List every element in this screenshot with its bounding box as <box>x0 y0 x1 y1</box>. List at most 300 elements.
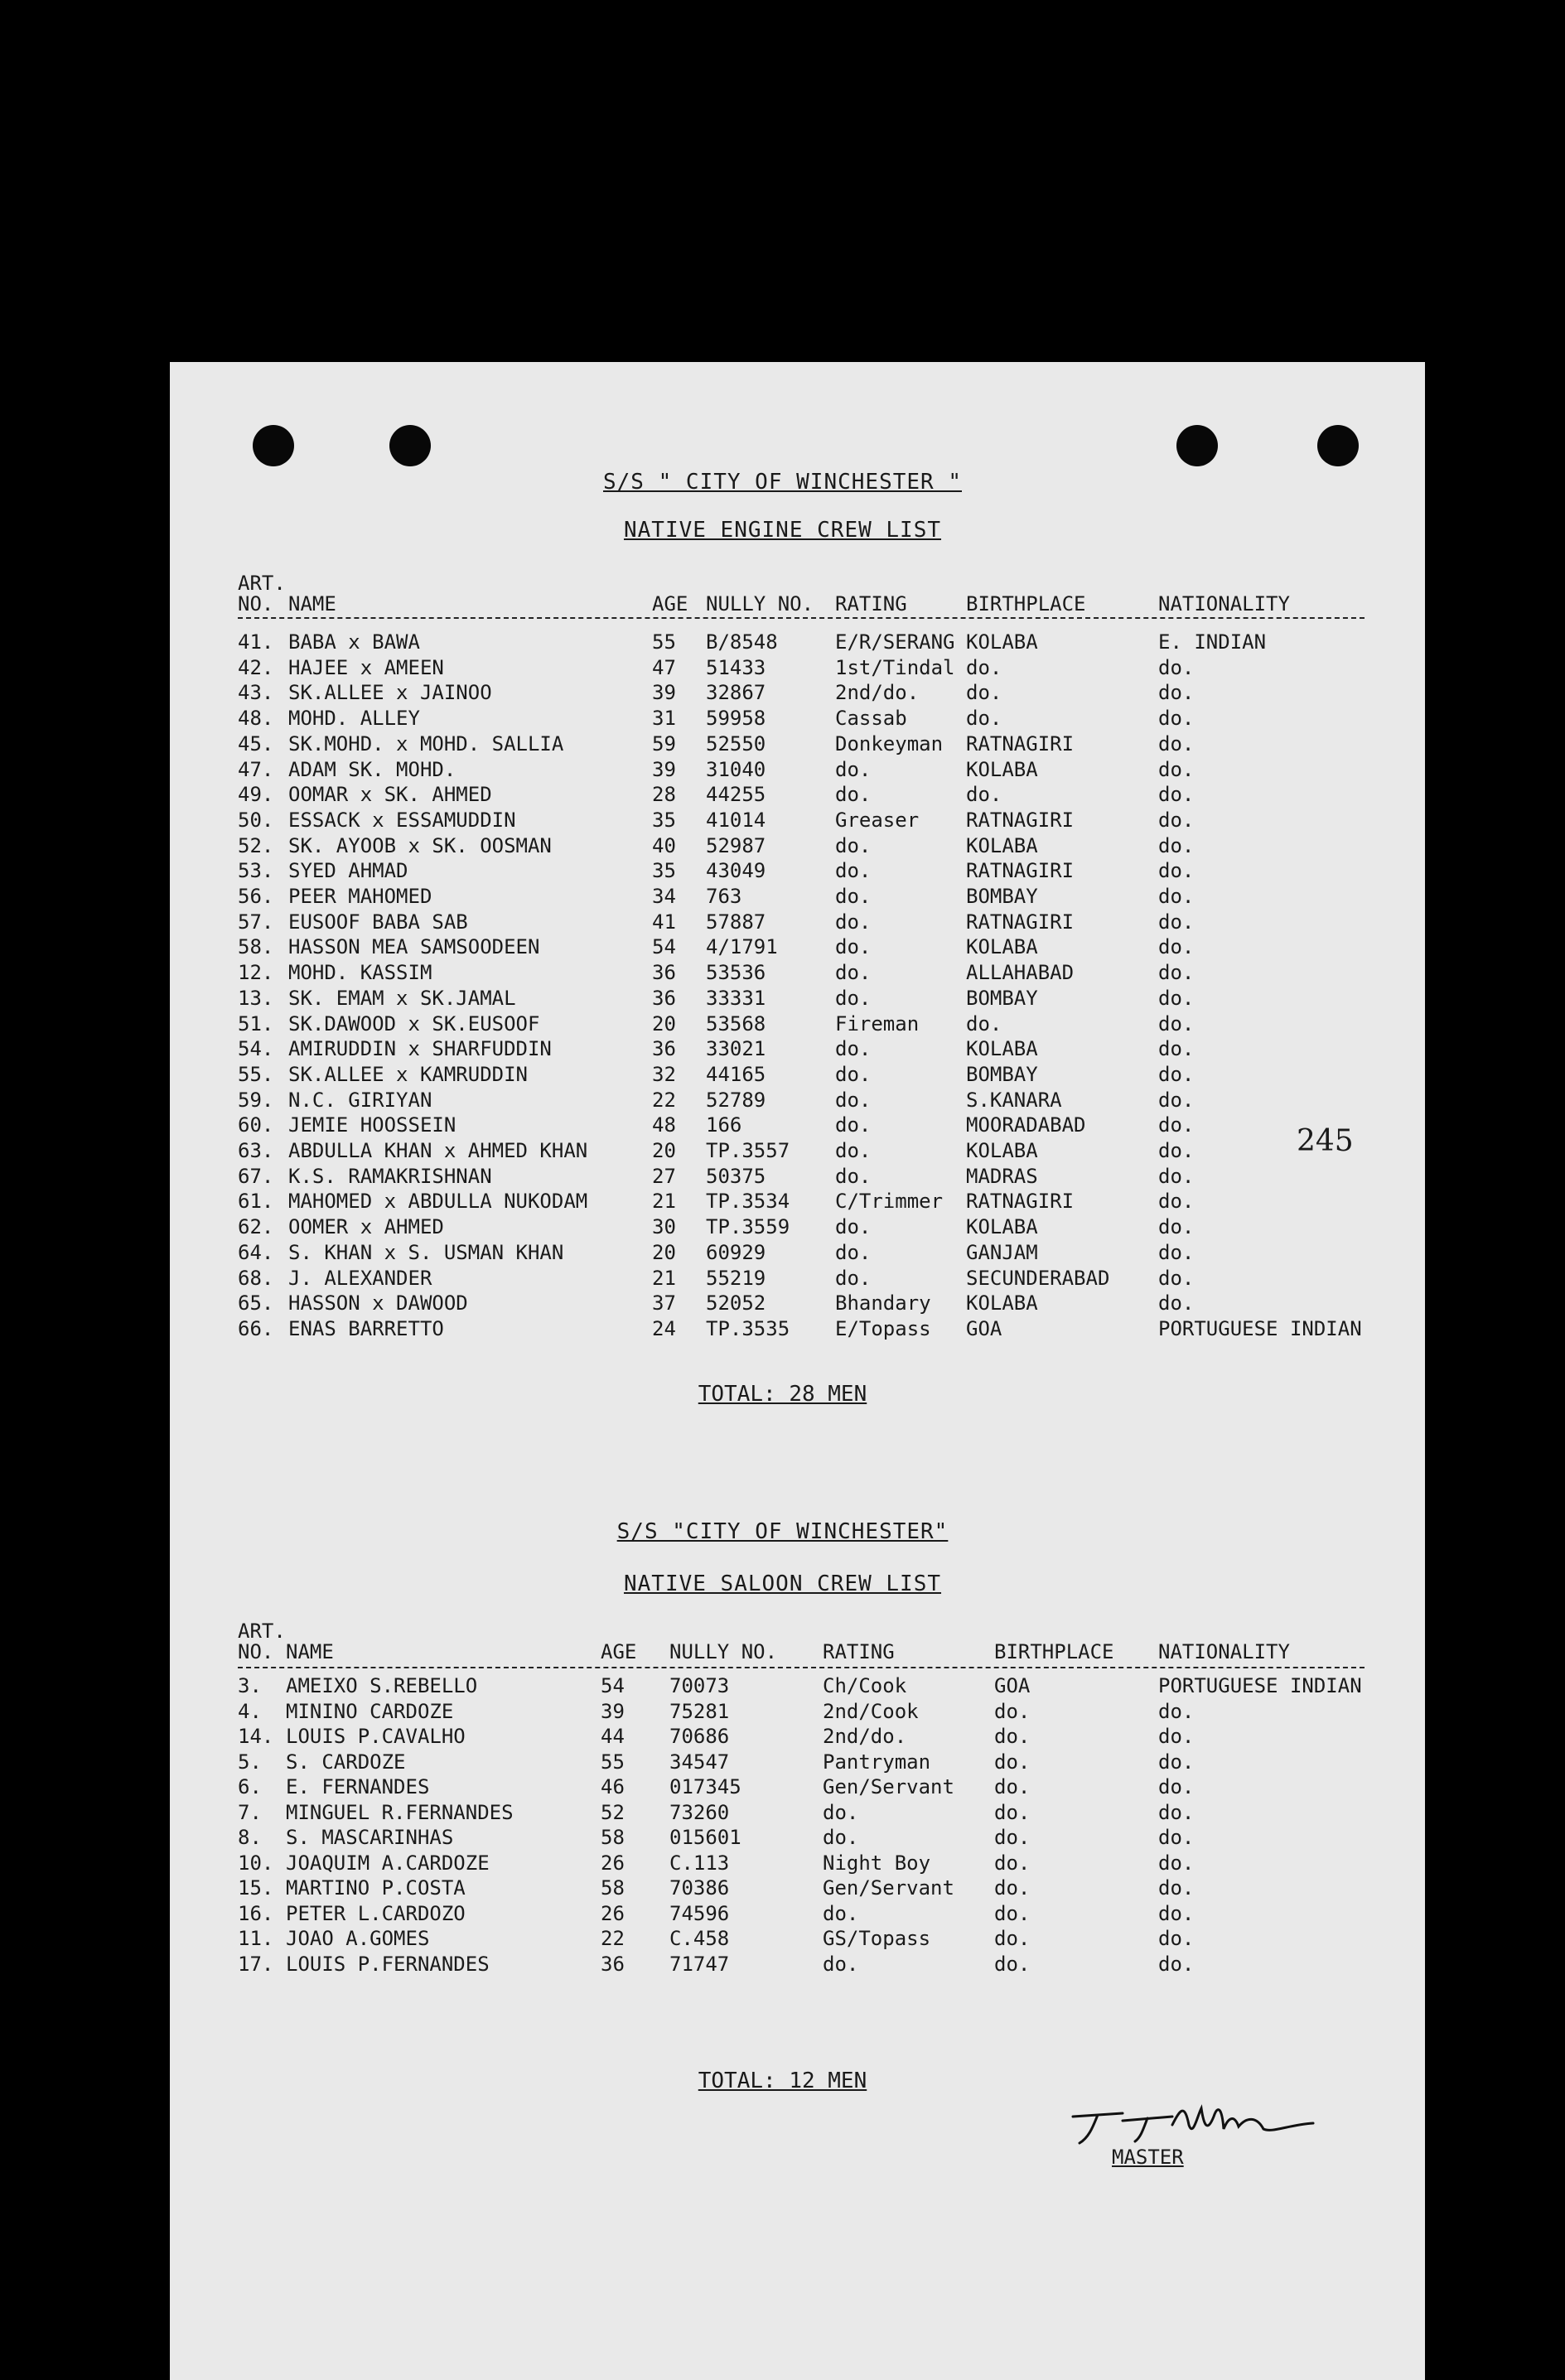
cell-name: J. ALEXANDER <box>288 1266 432 1290</box>
cell-birthplace: do. <box>966 655 1002 679</box>
engine-total: TOTAL: 28 MEN <box>698 1382 867 1407</box>
cell-rating: do. <box>835 833 872 857</box>
cell-no: 61. <box>238 1190 274 1214</box>
cell-age: 32 <box>652 1062 676 1086</box>
cell-nully: 75281 <box>669 1699 730 1723</box>
cell-rating: Greaser <box>835 808 920 832</box>
cell-rating: do. <box>835 859 872 883</box>
engine-header-nully: NULLY NO. <box>706 592 814 616</box>
cell-nationality: E. INDIAN <box>1158 630 1267 654</box>
cell-name: K.S. RAMAKRISHNAN <box>288 1164 492 1188</box>
cell-age: 39 <box>652 757 676 781</box>
saloon-total: TOTAL: 12 MEN <box>698 2069 867 2093</box>
cell-name: OOMAR x SK. AHMED <box>288 783 492 807</box>
cell-no: 54. <box>238 1037 274 1061</box>
cell-nationality: do. <box>1158 1901 1195 1925</box>
cell-rating: do. <box>835 1215 872 1239</box>
cell-birthplace: S.KANARA <box>966 1088 1062 1112</box>
cell-age: 20 <box>652 1240 676 1264</box>
cell-name: SK.DAWOOD x SK.EUSOOF <box>288 1011 540 1036</box>
cell-no: 6. <box>238 1775 262 1798</box>
cell-birthplace: do. <box>994 1725 1031 1748</box>
engine-header-rating: RATING <box>835 592 907 616</box>
engine-ship-title: S/S " CITY OF WINCHESTER " <box>603 470 962 495</box>
cell-nationality: do. <box>1158 1113 1195 1137</box>
cell-name: SK.ALLEE x KAMRUDDIN <box>288 1062 528 1086</box>
cell-nully: 53536 <box>706 961 766 985</box>
cell-rating: C/Trimmer <box>835 1190 944 1214</box>
cell-rating: Gen/Servant <box>823 1775 954 1798</box>
cell-nully: 52789 <box>706 1088 766 1112</box>
cell-name: E. FERNANDES <box>286 1775 430 1798</box>
cell-no: 55. <box>238 1062 274 1086</box>
cell-age: 36 <box>652 986 676 1010</box>
cell-no: 4. <box>238 1699 262 1723</box>
cell-nully: 71747 <box>669 1952 730 1976</box>
cell-name: ENAS BARRETTO <box>288 1316 444 1340</box>
cell-nationality: PORTUGUESE INDIAN <box>1158 1316 1362 1340</box>
saloon-header-birthplace: BIRTHPLACE <box>994 1640 1114 1663</box>
cell-name: SK. EMAM x SK.JAMAL <box>288 986 516 1010</box>
cell-name: AMEIXO S.REBELLO <box>286 1674 478 1697</box>
cell-nully: 70686 <box>669 1725 730 1748</box>
cell-no: 50. <box>238 808 274 832</box>
saloon-ship-title: S/S "CITY OF WINCHESTER" <box>616 1519 949 1544</box>
cell-no: 45. <box>238 731 274 756</box>
cell-nationality: do. <box>1158 707 1195 731</box>
cell-nully: 41014 <box>706 808 766 832</box>
cell-nully: 53568 <box>706 1011 766 1036</box>
cell-birthplace: KOLABA <box>966 757 1038 781</box>
cell-no: 14. <box>238 1725 274 1748</box>
cell-nationality: do. <box>1158 1164 1195 1188</box>
cell-no: 43. <box>238 681 274 705</box>
cell-name: MARTINO P.COSTA <box>286 1876 466 1900</box>
cell-rating: do. <box>835 1164 872 1188</box>
cell-no: 64. <box>238 1240 274 1264</box>
cell-nully: TP.3559 <box>706 1215 790 1239</box>
cell-no: 60. <box>238 1113 274 1137</box>
cell-nully: C.458 <box>669 1927 730 1950</box>
cell-age: 20 <box>652 1011 676 1036</box>
cell-nationality: do. <box>1158 731 1195 756</box>
cell-nationality: do. <box>1158 1037 1195 1061</box>
cell-name: JOAQUIM A.CARDOZE <box>286 1851 490 1875</box>
cell-nationality: do. <box>1158 1291 1195 1316</box>
cell-nationality: do. <box>1158 757 1195 781</box>
cell-no: 56. <box>238 885 274 908</box>
cell-age: 22 <box>601 1927 625 1950</box>
page-number: 245 <box>1297 1124 1354 1158</box>
cell-rating: do. <box>835 961 872 985</box>
cell-nully: 60929 <box>706 1240 766 1264</box>
cell-birthplace: do. <box>994 1927 1031 1950</box>
cell-no: 17. <box>238 1952 274 1976</box>
cell-nully: 70073 <box>669 1674 730 1697</box>
cell-nationality: do. <box>1158 1851 1195 1875</box>
cell-nationality: do. <box>1158 885 1195 908</box>
cell-birthplace: KOLABA <box>966 1139 1038 1162</box>
cell-rating: Donkeyman <box>835 731 944 756</box>
cell-rating: do. <box>823 1826 859 1849</box>
cell-nully: 50375 <box>706 1164 766 1188</box>
cell-age: 46 <box>601 1775 625 1798</box>
cell-nationality: do. <box>1158 1775 1195 1798</box>
cell-name: SK. AYOOB x SK. OOSMAN <box>288 833 552 857</box>
cell-rating: do. <box>823 1952 859 1976</box>
cell-age: 54 <box>652 935 676 959</box>
cell-rating: do. <box>835 910 872 934</box>
cell-age: 36 <box>652 961 676 985</box>
cell-name: LOUIS P.CAVALHO <box>286 1725 466 1748</box>
cell-nationality: do. <box>1158 1800 1195 1824</box>
cell-birthplace: do. <box>994 1952 1031 1976</box>
cell-birthplace: do. <box>966 783 1002 807</box>
engine-header-birthplace: BIRTHPLACE <box>966 592 1086 616</box>
saloon-header-no: NO. <box>238 1640 274 1663</box>
cell-rating: do. <box>835 1266 872 1290</box>
cell-nationality: do. <box>1158 833 1195 857</box>
cell-nationality: do. <box>1158 859 1195 883</box>
cell-age: 36 <box>652 1037 676 1061</box>
cell-no: 49. <box>238 783 274 807</box>
cell-nationality: do. <box>1158 1927 1195 1950</box>
cell-nully: C.113 <box>669 1851 730 1875</box>
cell-age: 36 <box>601 1952 625 1976</box>
cell-age: 24 <box>652 1316 676 1340</box>
cell-nationality: do. <box>1158 935 1195 959</box>
cell-birthplace: do. <box>966 681 1002 705</box>
engine-header-no: NO. <box>238 592 274 616</box>
cell-name: JOAO A.GOMES <box>286 1927 430 1950</box>
cell-birthplace: do. <box>994 1876 1031 1900</box>
cell-birthplace: do. <box>966 707 1002 731</box>
cell-nationality: do. <box>1158 1240 1195 1264</box>
cell-name: MAHOMED x ABDULLA NUKODAM <box>288 1190 588 1214</box>
cell-nully: 763 <box>706 885 742 908</box>
saloon-art-label: ART. <box>238 1620 286 1643</box>
cell-no: 52. <box>238 833 274 857</box>
cell-nationality: do. <box>1158 783 1195 807</box>
cell-nationality: do. <box>1158 1826 1195 1849</box>
cell-age: 35 <box>652 859 676 883</box>
cell-age: 34 <box>652 885 676 908</box>
cell-nully: TP.3534 <box>706 1190 790 1214</box>
cell-no: 66. <box>238 1316 274 1340</box>
cell-name: JEMIE HOOSSEIN <box>288 1113 456 1137</box>
cell-age: 40 <box>652 833 676 857</box>
cell-rating: Fireman <box>835 1011 920 1036</box>
cell-age: 28 <box>652 783 676 807</box>
saloon-header-name: NAME <box>286 1640 334 1663</box>
cell-name: S. CARDOZE <box>286 1750 406 1774</box>
cell-age: 58 <box>601 1826 625 1849</box>
engine-header-rule <box>238 617 1365 619</box>
cell-age: 22 <box>652 1088 676 1112</box>
cell-rating: do. <box>835 1088 872 1112</box>
cell-nationality: do. <box>1158 986 1195 1010</box>
master-signature <box>1065 2092 1321 2150</box>
cell-nationality: do. <box>1158 1088 1195 1112</box>
cell-nationality: PORTUGUESE INDIAN <box>1158 1674 1362 1697</box>
cell-no: 11. <box>238 1927 274 1950</box>
cell-name: MININO CARDOZE <box>286 1699 454 1723</box>
cell-rating: do. <box>835 757 872 781</box>
cell-nationality: do. <box>1158 1750 1195 1774</box>
cell-name: LOUIS P.FERNANDES <box>286 1952 490 1976</box>
cell-rating: E/Topass <box>835 1316 931 1340</box>
cell-nully: 55219 <box>706 1266 766 1290</box>
cell-birthplace: do. <box>994 1750 1031 1774</box>
saloon-header-nully: NULLY NO. <box>669 1640 778 1663</box>
cell-age: 55 <box>601 1750 625 1774</box>
cell-birthplace: BOMBAY <box>966 885 1038 908</box>
cell-birthplace: KOLABA <box>966 1037 1038 1061</box>
cell-no: 12. <box>238 961 274 985</box>
cell-birthplace: RATNAGIRI <box>966 859 1075 883</box>
cell-nully: 51433 <box>706 655 766 679</box>
engine-list-title: NATIVE ENGINE CREW LIST <box>623 518 942 543</box>
cell-age: 58 <box>601 1876 625 1900</box>
cell-no: 63. <box>238 1139 274 1162</box>
cell-nationality: do. <box>1158 655 1195 679</box>
cell-no: 41. <box>238 630 274 654</box>
master-label: MASTER <box>1112 2146 1184 2169</box>
cell-rating: do. <box>835 783 872 807</box>
cell-name: HASSON MEA SAMSOODEEN <box>288 935 540 959</box>
cell-birthplace: do. <box>994 1901 1031 1925</box>
cell-age: 30 <box>652 1215 676 1239</box>
cell-no: 51. <box>238 1011 274 1036</box>
cell-birthplace: do. <box>994 1826 1031 1849</box>
cell-age: 21 <box>652 1266 676 1290</box>
cell-nationality: do. <box>1158 1062 1195 1086</box>
cell-age: 54 <box>601 1674 625 1697</box>
saloon-list-title: NATIVE SALOON CREW LIST <box>623 1571 942 1596</box>
cell-nully: 52987 <box>706 833 766 857</box>
cell-no: 67. <box>238 1164 274 1188</box>
cell-rating: 2nd/Cook <box>823 1699 919 1723</box>
cell-age: 20 <box>652 1139 676 1162</box>
cell-nully: 33021 <box>706 1037 766 1061</box>
cell-nully: 31040 <box>706 757 766 781</box>
cell-age: 39 <box>601 1699 625 1723</box>
cell-nully: 73260 <box>669 1800 730 1824</box>
punch-hole <box>389 425 431 466</box>
cell-age: 27 <box>652 1164 676 1188</box>
cell-nationality: do. <box>1158 1699 1195 1723</box>
cell-rating: do. <box>835 1062 872 1086</box>
cell-nully: 166 <box>706 1113 742 1137</box>
cell-nationality: do. <box>1158 1266 1195 1290</box>
cell-no: 47. <box>238 757 274 781</box>
cell-nully: 017345 <box>669 1775 741 1798</box>
cell-rating: Gen/Servant <box>823 1876 954 1900</box>
cell-no: 57. <box>238 910 274 934</box>
cell-name: S. MASCARINHAS <box>286 1826 454 1849</box>
cell-birthplace: KOLABA <box>966 833 1038 857</box>
cell-birthplace: do. <box>966 1011 1002 1036</box>
cell-rating: GS/Topass <box>823 1927 931 1950</box>
cell-name: S. KHAN x S. USMAN KHAN <box>288 1240 564 1264</box>
cell-nully: 70386 <box>669 1876 730 1900</box>
cell-name: AMIRUDDIN x SHARFUDDIN <box>288 1037 552 1061</box>
cell-nully: 52550 <box>706 731 766 756</box>
cell-birthplace: KOLABA <box>966 935 1038 959</box>
cell-age: 48 <box>652 1113 676 1137</box>
cell-rating: do. <box>835 986 872 1010</box>
punch-hole <box>1176 425 1218 466</box>
cell-rating: 2nd/do. <box>823 1725 907 1748</box>
cell-no: 5. <box>238 1750 262 1774</box>
cell-birthplace: MADRAS <box>966 1164 1038 1188</box>
cell-birthplace: KOLABA <box>966 1215 1038 1239</box>
cell-no: 7. <box>238 1800 262 1824</box>
cell-rating: Cassab <box>835 707 907 731</box>
cell-age: 47 <box>652 655 676 679</box>
engine-art-label: ART. <box>238 572 286 595</box>
cell-name: ABDULLA KHAN x AHMED KHAN <box>288 1139 588 1162</box>
cell-birthplace: do. <box>994 1851 1031 1875</box>
cell-birthplace: RATNAGIRI <box>966 1190 1075 1214</box>
cell-name: HAJEE x AMEEN <box>288 655 444 679</box>
cell-birthplace: do. <box>994 1699 1031 1723</box>
cell-nationality: do. <box>1158 1876 1195 1900</box>
cell-nationality: do. <box>1158 910 1195 934</box>
cell-age: 35 <box>652 808 676 832</box>
cell-age: 26 <box>601 1901 625 1925</box>
cell-name: MINGUEL R.FERNANDES <box>286 1800 514 1824</box>
cell-birthplace: GANJAM <box>966 1240 1038 1264</box>
cell-nationality: do. <box>1158 1952 1195 1976</box>
cell-nationality: do. <box>1158 808 1195 832</box>
cell-no: 42. <box>238 655 274 679</box>
cell-name: OOMER x AHMED <box>288 1215 444 1239</box>
engine-header-nationality: NATIONALITY <box>1158 592 1290 616</box>
cell-rating: Pantryman <box>823 1750 931 1774</box>
cell-rating: do. <box>823 1901 859 1925</box>
cell-age: 21 <box>652 1190 676 1214</box>
cell-name: SYED AHMAD <box>288 859 408 883</box>
cell-age: 31 <box>652 707 676 731</box>
cell-name: EUSOOF BABA SAB <box>288 910 468 934</box>
cell-nully: 44255 <box>706 783 766 807</box>
cell-birthplace: KOLABA <box>966 1291 1038 1316</box>
cell-name: ESSACK x ESSAMUDDIN <box>288 808 516 832</box>
cell-name: MOHD. KASSIM <box>288 961 432 985</box>
saloon-header-age: AGE <box>601 1640 637 1663</box>
cell-age: 55 <box>652 630 676 654</box>
cell-birthplace: SECUNDERABAD <box>966 1266 1110 1290</box>
cell-no: 68. <box>238 1266 274 1290</box>
cell-no: 10. <box>238 1851 274 1875</box>
cell-no: 62. <box>238 1215 274 1239</box>
cell-age: 26 <box>601 1851 625 1875</box>
saloon-header-rating: RATING <box>823 1640 895 1663</box>
cell-birthplace: RATNAGIRI <box>966 731 1075 756</box>
cell-nully: 015601 <box>669 1826 741 1849</box>
cell-nully: 44165 <box>706 1062 766 1086</box>
cell-age: 52 <box>601 1800 625 1824</box>
cell-birthplace: BOMBAY <box>966 986 1038 1010</box>
cell-no: 65. <box>238 1291 274 1316</box>
cell-nully: 33331 <box>706 986 766 1010</box>
cell-rating: Ch/Cook <box>823 1674 907 1697</box>
cell-birthplace: MOORADABAD <box>966 1113 1086 1137</box>
cell-nully: TP.3535 <box>706 1316 790 1340</box>
cell-birthplace: RATNAGIRI <box>966 808 1075 832</box>
cell-name: MOHD. ALLEY <box>288 707 420 731</box>
cell-name: HASSON x DAWOOD <box>288 1291 468 1316</box>
cell-no: 16. <box>238 1901 274 1925</box>
cell-nationality: do. <box>1158 1139 1195 1162</box>
saloon-header-rule <box>238 1667 1365 1668</box>
cell-age: 44 <box>601 1725 625 1748</box>
cell-no: 15. <box>238 1876 274 1900</box>
cell-rating: do. <box>835 885 872 908</box>
cell-nully: 57887 <box>706 910 766 934</box>
cell-age: 39 <box>652 681 676 705</box>
cell-nully: 32867 <box>706 681 766 705</box>
cell-nationality: do. <box>1158 1011 1195 1036</box>
cell-nully: B/8548 <box>706 630 778 654</box>
cell-rating: do. <box>835 1240 872 1264</box>
cell-rating: E/R/SERANG <box>835 630 955 654</box>
cell-no: 13. <box>238 986 274 1010</box>
cell-birthplace: GOA <box>994 1674 1031 1697</box>
cell-nationality: do. <box>1158 681 1195 705</box>
cell-nationality: do. <box>1158 1190 1195 1214</box>
cell-no: 3. <box>238 1674 262 1697</box>
cell-rating: do. <box>823 1800 859 1824</box>
cell-name: SK.ALLEE x JAINOO <box>288 681 492 705</box>
cell-no: 8. <box>238 1826 262 1849</box>
cell-nully: 43049 <box>706 859 766 883</box>
punch-hole <box>253 425 294 466</box>
cell-birthplace: GOA <box>966 1316 1002 1340</box>
cell-birthplace: do. <box>994 1800 1031 1824</box>
cell-age: 41 <box>652 910 676 934</box>
cell-nationality: do. <box>1158 1725 1195 1748</box>
cell-age: 59 <box>652 731 676 756</box>
cell-rating: Night Boy <box>823 1851 931 1875</box>
saloon-header-nationality: NATIONALITY <box>1158 1640 1290 1663</box>
cell-birthplace: do. <box>994 1775 1031 1798</box>
cell-no: 53. <box>238 859 274 883</box>
cell-birthplace: KOLABA <box>966 630 1038 654</box>
cell-nully: 4/1791 <box>706 935 778 959</box>
cell-nully: 52052 <box>706 1291 766 1316</box>
cell-rating: do. <box>835 1037 872 1061</box>
cell-rating: Bhandary <box>835 1291 931 1316</box>
cell-nationality: do. <box>1158 1215 1195 1239</box>
cell-name: PETER L.CARDOZO <box>286 1901 466 1925</box>
cell-nully: TP.3557 <box>706 1139 790 1162</box>
cell-birthplace: ALLAHABAD <box>966 961 1075 985</box>
cell-nationality: do. <box>1158 961 1195 985</box>
cell-no: 48. <box>238 707 274 731</box>
cell-name: N.C. GIRIYAN <box>288 1088 432 1112</box>
cell-age: 37 <box>652 1291 676 1316</box>
engine-header-age: AGE <box>652 592 688 616</box>
cell-nully: 74596 <box>669 1901 730 1925</box>
cell-name: PEER MAHOMED <box>288 885 432 908</box>
cell-no: 59. <box>238 1088 274 1112</box>
cell-name: ADAM SK. MOHD. <box>288 757 456 781</box>
cell-birthplace: RATNAGIRI <box>966 910 1075 934</box>
cell-rating: do. <box>835 935 872 959</box>
cell-rating: 2nd/do. <box>835 681 920 705</box>
